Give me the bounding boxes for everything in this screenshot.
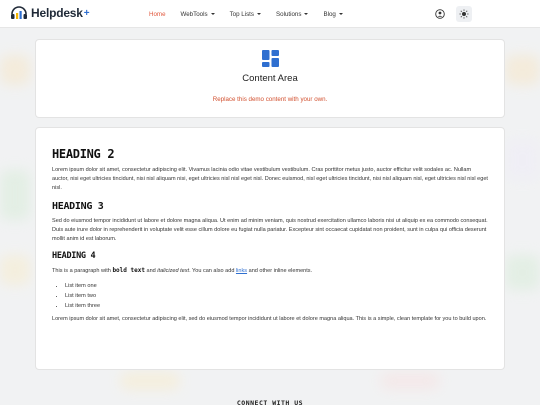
background-blob [0, 55, 30, 85]
nav-item-label: Home [149, 10, 166, 18]
helpdesk-logo-icon [10, 5, 28, 21]
nav-item-webtools[interactable] [181, 11, 215, 18]
nav-item-label: Solutions [276, 10, 302, 18]
caret-down-icon [257, 13, 261, 15]
heading-3: HEADING 3 [52, 200, 104, 212]
background-blob [505, 255, 540, 290]
top-navbar [0, 0, 540, 28]
nav-item-top-lists[interactable] [230, 11, 261, 18]
paragraph-text: and other inline elements. [247, 268, 313, 275]
background-blob [505, 55, 540, 85]
nav-item-label: Top Lists [229, 10, 254, 18]
paragraph-text: . You can also add [189, 268, 236, 275]
background-blob [380, 372, 440, 390]
italic-text: italicized text [157, 268, 190, 275]
nav-item-blog[interactable] [323, 11, 342, 18]
paragraph-text: This is a paragraph with [52, 268, 113, 275]
main-content-card [35, 127, 505, 370]
nav-item-label: Blog [323, 10, 336, 18]
caret-down-icon [339, 13, 343, 15]
background-blob [505, 140, 540, 180]
background-blob [120, 372, 180, 390]
theme-toggle-button[interactable] [456, 6, 472, 22]
background-blob [0, 255, 30, 285]
brand-name: Helpdesk [31, 6, 83, 20]
paragraph-3 [52, 266, 488, 276]
background-blob [0, 170, 30, 220]
nav-item-solutions[interactable] [276, 11, 308, 18]
brand-link[interactable] [10, 5, 90, 21]
paragraph-2: Sed do eiusmod tempor incididunt ut labore et dolore magna aliqua. Ut enim ad minim veniam, quis nostrud exercitation ullamco laboris nisi ut aliquip ex ea commodo consequat. Duis aute irure dolor in reprehenderit in voluptate velit esse cillum dolore eu fugiat nulla pariatur. Excepteur sint occaecat cupidatat non proident, sunt in culpa qui officia deserunt mollit anim id est laborum. [52, 217, 488, 243]
content-area-card [35, 39, 505, 118]
heading-2: HEADING 2 [52, 147, 115, 161]
content-area-subtitle: Replace this demo content with your own. [212, 96, 328, 103]
heading-4: HEADING 4 [52, 251, 96, 262]
paragraph-text: and [144, 268, 158, 275]
caret-down-icon [211, 13, 215, 15]
paragraph-1: Lorem ipsum dolor sit amet, consectetur adipiscing elit. Vivamus lacinia odio vitae vestibulum vestibulum. Cras porttitor metus justo, auctor efficitur velit sodales ac. Nullam auctor, nisi eget ultricies tincidunt, nisi nisl aliquam nisi, eget ultricies nisl nisl eget nisl. Donec euismod, nisl eget ultricies tincidunt, nisi nisl aliquam nisl, eget ultricies nisl nisl eget nisl. [52, 167, 488, 192]
inline-link[interactable]: links [235, 268, 248, 275]
caret-down-icon [304, 13, 308, 15]
list-item: • List item two [65, 291, 488, 301]
paragraph-4: Lorem ipsum dolor sit amet, consectetur adipiscing elit, sed do eiusmod tempor incididunt ut labore et dolore magna aliqua. This is a simple, clean template for you to build upon. [52, 316, 487, 323]
main-nav [149, 0, 358, 28]
nav-item-home[interactable] [149, 11, 166, 18]
bold-text: bold text [112, 267, 145, 275]
nav-icons [432, 6, 472, 22]
nav-item-label: WebTools [180, 10, 208, 18]
dashboard-icon [262, 50, 279, 67]
content-area-title: Content Area [242, 73, 298, 84]
bullet-list [52, 281, 488, 311]
brand-plus: + [83, 7, 90, 19]
footer-title: CONNECT WITH US [236, 399, 304, 405]
sun-icon [459, 9, 469, 19]
list-item: • List item one [65, 281, 488, 291]
list-item: • List item three [65, 301, 488, 311]
user-account-icon[interactable] [432, 6, 448, 22]
